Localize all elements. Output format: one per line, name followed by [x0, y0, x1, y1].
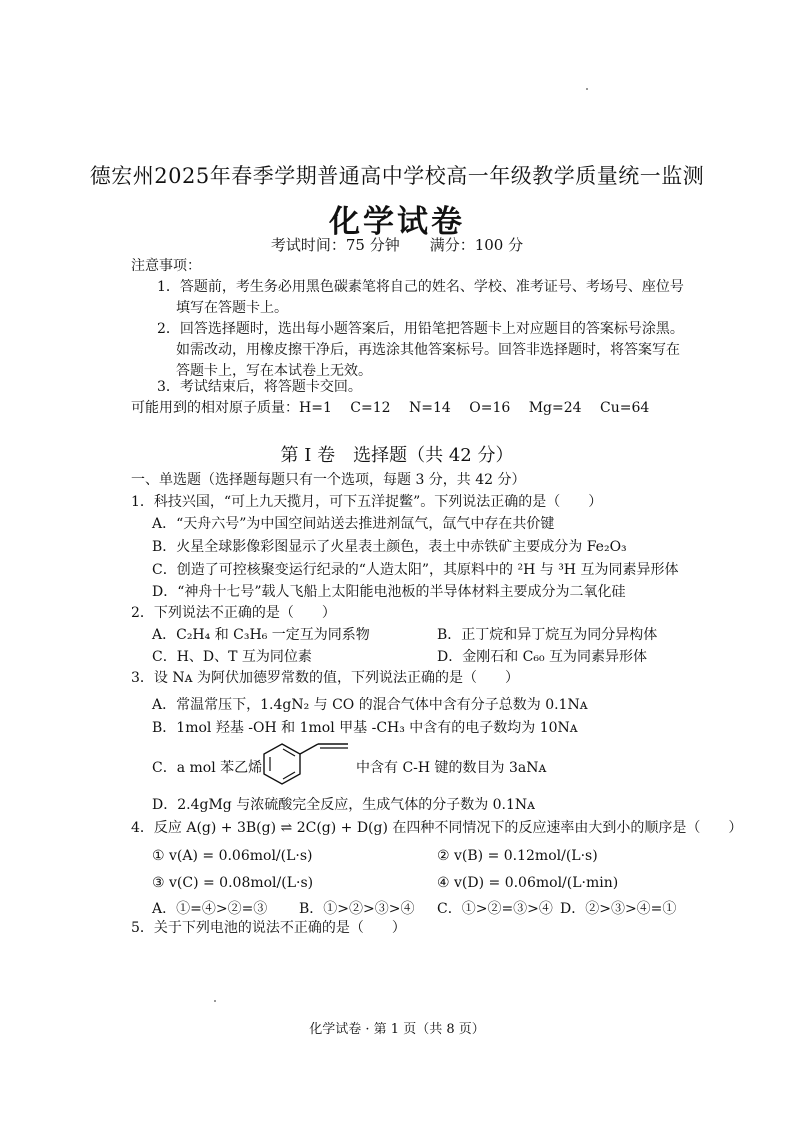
styrene-structure — [262, 738, 352, 790]
q4-stem: 4．反应 A(g) + 3B(g) ⇌ 2C(g) + D(g) 在四种不同情况下的反应速率由大到小的顺序是（ ） — [131, 820, 743, 836]
exam-header-title: 德宏州2025年春季学期普通高中学校高一年级教学质量统一监测 — [89, 164, 705, 188]
q2-stem: 2．下列说法不正确的是（ ） — [131, 605, 336, 621]
subject-title: 化学试卷 — [329, 204, 465, 240]
q4-rate-4: ④ v(D) = 0.06mol/(L·min) — [437, 875, 619, 891]
q4-rate-2: ② v(B) = 0.12mol/(L·s) — [437, 848, 598, 864]
speck-bottom-left — [214, 1000, 216, 1002]
page-footer: 化学试卷 · 第 1 页（共 8 页） — [309, 1022, 485, 1037]
note-3: 3．考试结束后，将答题卡交回。 — [157, 379, 362, 395]
note-1-line-1: 1．答题前，考生务必用黑色碳素笔将自己的姓名、学校、准考证号、考场号、座位号 — [157, 279, 684, 295]
q1-option-a: A．“天舟六号”为中国空间站送去推进剂氙气，氙气中存在共价键 — [152, 516, 555, 532]
part-1-heading: 一、单选题（选择题每题只有一个选项，每题 3 分，共 42 分） — [131, 472, 526, 488]
q3-option-c-prefix: C．a mol 苯乙烯 — [152, 760, 263, 776]
q4-option-c: C．①>②=③>④ — [437, 901, 553, 917]
section-title: 第 I 卷 选择题（共 42 分） — [280, 445, 514, 466]
q2-option-b: B．正丁烷和异丁烷互为同分异构体 — [437, 627, 658, 643]
q3-option-a: A．常温常压下，1.4gN₂ 与 CO 的混合气体中含有分子总数为 0.1Nᴀ — [152, 697, 588, 713]
q1-option-c: C．创造了可控核聚变运行纪录的“人造太阳”，其原料中的 ²H 与 ³H 互为同素异形体 — [152, 562, 679, 578]
q2-option-a: A．C₂H₄ 和 C₃H₆ 一定互为同系物 — [152, 627, 370, 643]
q4-rate-1: ① v(A) = 0.06mol/(L·s) — [152, 848, 313, 864]
q4-option-d: D．②>③>④=① — [560, 901, 677, 917]
q3-option-b: B．1mol 羟基 -OH 和 1mol 甲基 -CH₃ 中含有的电子数均为 10Nᴀ — [152, 720, 578, 736]
speck-top-right — [586, 88, 588, 90]
q4-option-a: A．①=④>②=③ — [152, 901, 268, 917]
q3-option-c-suffix: 中含有 C-H 键的数目为 3aNᴀ — [356, 760, 547, 776]
q2-option-d: D．金刚石和 C₆₀ 互为同素异形体 — [437, 649, 648, 665]
q3-stem: 3．设 Nᴀ 为阿伏加德罗常数的值，下列说法正确的是（ ） — [131, 670, 519, 686]
q2-option-c: C．H、D、T 互为同位素 — [152, 649, 312, 665]
q4-rate-3: ③ v(C) = 0.08mol/(L·s) — [152, 875, 314, 891]
note-1-line-2: 填写在答题卡上。 — [176, 300, 288, 316]
notes-heading: 注意事项： — [131, 258, 201, 274]
note-2-line-2: 如需改动，用橡皮擦干净后，再选涂其他答案标号。回答非选择题时，将答案写在 — [176, 342, 680, 358]
q4-option-b: B．①>②>③>④ — [299, 901, 415, 917]
q1-option-d: D．“神舟十七号”载人飞船上太阳能电池板的半导体材料主要成分为二氧化硅 — [152, 584, 626, 600]
atomic-masses: 可能用到的相对原子质量：H=1 C=12 N=14 O=16 Mg=24 Cu=64 — [131, 400, 650, 416]
exam-info: 考试时间：75 分钟 满分：100 分 — [270, 236, 524, 254]
note-2-line-3: 答题卡上，写在本试卷上无效。 — [176, 363, 372, 379]
q5-stem: 5．关于下列电池的说法不正确的是（ ） — [131, 920, 406, 936]
q1-stem: 1．科技兴国，“可上九天揽月，可下五洋捉鳖”。下列说法正确的是（ ） — [131, 494, 603, 510]
note-2-line-1: 2．回答选择题时，选出每小题答案后，用铅笔把答题卡上对应题目的答案标号涂黑。 — [157, 321, 684, 337]
q3-option-d: D．2.4gMg 与浓硫酸完全反应，生成气体的分子数为 0.1Nᴀ — [152, 797, 536, 813]
q1-option-b: B．火星全球影像彩图显示了火星表土颜色，表土中赤铁矿主要成分为 Fe₂O₃ — [152, 539, 627, 555]
